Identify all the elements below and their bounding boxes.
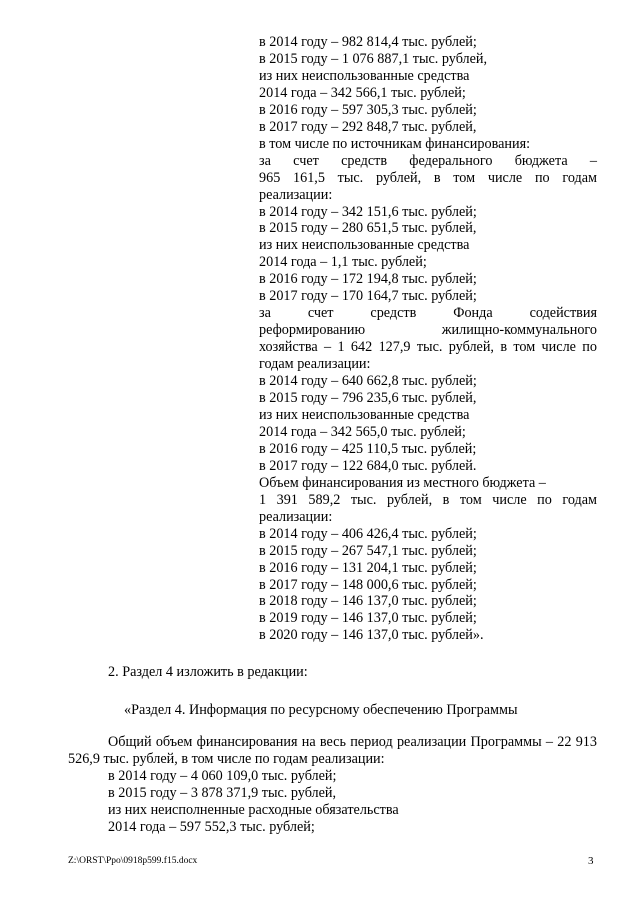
column-line: 2014 года – 1,1 тыс. рублей;: [259, 254, 427, 271]
column-line: в 2015 году – 280 651,5 тыс. рублей,: [259, 220, 477, 237]
column-line: 965 161,5 тыс. рублей, в том числе по годам: [259, 169, 597, 186]
column-line: в 2014 году – 982 814,4 тыс. рублей;: [259, 34, 477, 50]
column-line: в 2020 году – 146 137,0 тыс. рублей».: [259, 627, 484, 644]
page-number: 3: [588, 855, 594, 867]
column-line: в 2015 году – 1 076 887,1 тыс. рублей,: [259, 50, 488, 67]
column-line: в 2017 году – 170 164,7 тыс. рублей;: [259, 288, 477, 305]
column-line: в 2014 году – 406 426,4 тыс. рублей;: [259, 525, 477, 542]
column-line: в 2015 году – 796 235,6 тыс. рублей,: [259, 390, 477, 407]
column-line: в 2017 году – 122 684,0 тыс. рублей.: [259, 457, 477, 474]
column-line: из них неиспользованные средства: [259, 406, 470, 423]
funding-column: [259, 34, 597, 644]
paragraph-line: 2014 года – 597 552,3 тыс. рублей;: [108, 818, 315, 835]
column-line: за счет средств Фонда содействия: [259, 305, 597, 322]
column-line: в 2015 году – 267 547,1 тыс. рублей;: [259, 542, 477, 559]
column-line: реализации:: [259, 186, 333, 203]
column-line: в 2014 году – 342 151,6 тыс. рублей;: [259, 203, 477, 220]
column-line: Объем финансирования из местного бюджета –: [259, 474, 546, 491]
column-line: в 2018 году – 146 137,0 тыс. рублей;: [259, 593, 477, 610]
column-line: реализации:: [259, 508, 333, 525]
paragraph-line: в 2015 году – 3 878 371,9 тыс. рублей,: [108, 784, 337, 801]
column-line: в 2016 году – 597 305,3 тыс. рублей;: [259, 101, 477, 118]
column-line: 2014 года – 342 565,0 тыс. рублей;: [259, 423, 466, 440]
column-line: в 2017 году – 148 000,6 тыс. рублей;: [259, 576, 477, 593]
footer-file-path: Z:\ORST\Ppo\0918p599.f15.docx: [68, 856, 198, 866]
item-2: 2. Раздел 4 изложить в редакции:: [108, 664, 308, 680]
paragraph-line: из них неисполненные расходные обязательства: [108, 801, 399, 818]
column-line: в 2016 году – 425 110,5 тыс. рублей;: [259, 440, 477, 457]
funding-paragraph: [68, 734, 597, 836]
column-line: 2014 года – 342 566,1 тыс. рублей;: [259, 84, 466, 101]
column-line: в 2014 году – 640 662,8 тыс. рублей;: [259, 373, 477, 390]
column-line: 1 391 589,2 тыс. рублей, в том числе по годам: [259, 491, 597, 508]
column-line: в 2017 году – 292 848,7 тыс. рублей,: [259, 118, 477, 135]
column-line: в 2019 году – 146 137,0 тыс. рублей;: [259, 610, 477, 627]
column-line: в том числе по источникам финансирования:: [259, 135, 531, 152]
paragraph-first: Общий объем финансирования на весь период реализации Программы – 22 913 526,9 тыс. рублей, в том числе по годам реализации:: [68, 734, 597, 767]
column-line: в 2016 году – 131 204,1 тыс. рублей;: [259, 559, 477, 576]
paragraph-line: в 2014 году – 4 060 109,0 тыс. рублей;: [108, 767, 337, 784]
column-line: реформированию жилищно-коммунального: [259, 322, 597, 339]
column-line: в 2016 году – 172 194,8 тыс. рублей;: [259, 271, 477, 288]
column-line: из них неиспользованные средства: [259, 67, 470, 84]
column-line: хозяйства – 1 642 127,9 тыс. рублей, в том числе по: [259, 339, 597, 356]
column-line: из них неиспользованные средства: [259, 237, 470, 254]
column-line: годам реализации:: [259, 356, 371, 373]
column-line: за счет средств федерального бюджета –: [259, 152, 597, 169]
section-heading: «Раздел 4. Информация по ресурсному обеспечению Программы: [124, 702, 518, 718]
